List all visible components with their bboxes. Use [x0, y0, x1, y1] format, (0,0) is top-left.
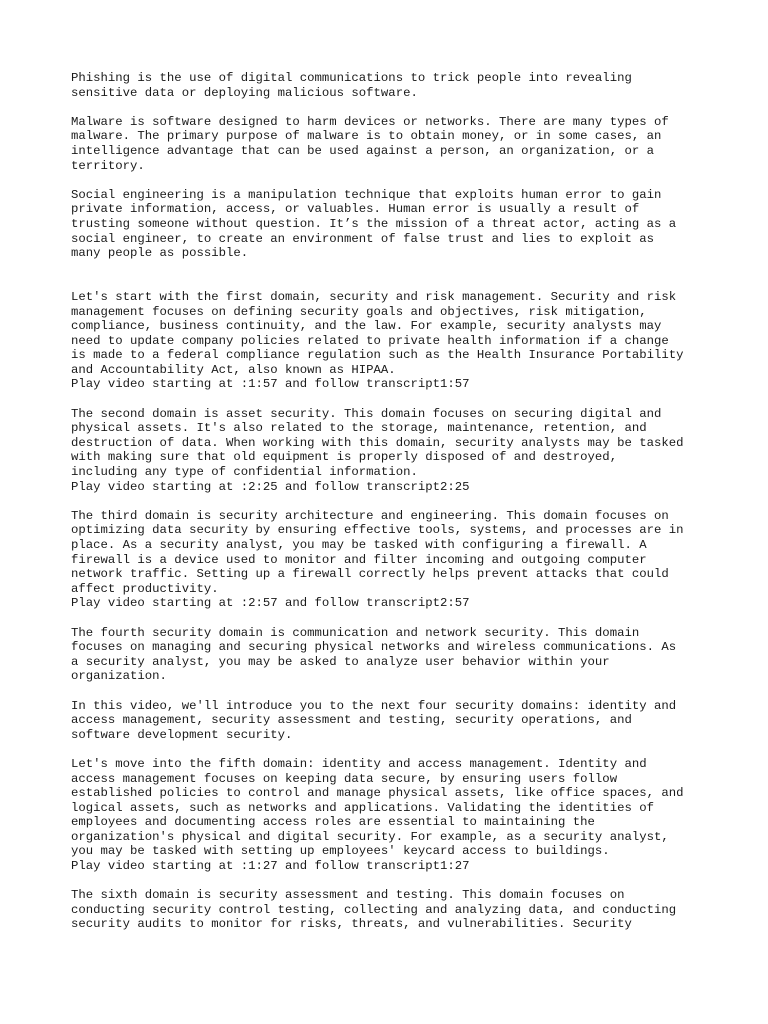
paragraph-phishing: Phishing is the use of digital communications to trick people into revealing sensitive data or deploying malicious software. [71, 71, 632, 100]
paragraph-intro-next-domains: In this video, we'll introduce you to the next four security domains: identity and access management, security assessment and testing, security operations, and software development security. [71, 698, 677, 742]
paragraph-domain-asset-security: The second domain is asset security. This domain focuses on securing digital and physical assets. It's also related to the storage, maintenance, retention, and destruction of data. When working with this domain, security analysts may be tasked with making sure that old equipment is properly disposed of and destroyed, including any type of confidential information. Play video starting at :2:25 and follow transcript2:25 [71, 406, 684, 494]
paragraph-social-engineering: Social engineering is a manipulation technique that exploits human error to gain private information, access, or valuables. Human error is usually a result of trusting someone without question. It’s the mission of a threat actor, acting as a social engineer, to create an environment of false trust and lies to exploit as many people as possible. [71, 187, 677, 261]
paragraph-malware: Malware is software designed to harm devices or networks. There are many types of malware. The primary purpose of malware is to obtain money, or in some cases, an intelligence advantage that can be used against a person, an organization, or a territory. [71, 114, 669, 173]
paragraph-domain-security-architecture: The third domain is security architecture and engineering. This domain focuses on optimizing data security by ensuring effective tools, systems, and processes are in place. As a security analyst, you may be tasked with configuring a firewall. A firewall is a device used to monitor and filter incoming and outgoing computer network traffic. Setting up a firewall correctly helps prevent attacks that could affect productivity. Play video starting at :2:57 and follow transcript2:57 [71, 508, 684, 611]
paragraph-domain-assessment-testing: The sixth domain is security assessment and testing. This domain focuses on conducting security control testing, collecting and analyzing data, and conducting security audits to monitor for risks, threats, and vulnerabilities. Security [71, 888, 677, 932]
paragraph-domain-network-security: The fourth security domain is communication and network security. This domain focuses on managing and securing physical networks and wireless communications. As a security analyst, you may be asked to analyze user behavior within your organization. [71, 625, 677, 684]
paragraph-domain-security-risk-management: Let's start with the first domain, security and risk management. Security and risk management focuses on defining security goals and objectives, risk mitigation, compliance, business continuity, and the law. For example, security analysts may need to update company policies related to private health information if a change is made to a federal compliance regulation such as the Health Insurance Portability and Accountability Act, also known as HIPAA. Play video starting at :1:57 and follow transcript1:57 [71, 289, 684, 392]
paragraph-domain-identity-access: Let's move into the fifth domain: identity and access management. Identity and access management focuses on keeping data secure, by ensuring users follow established policies to control and manage physical assets, like office spaces, and logical assets, such as networks and applications. Validating the identities of employees and documenting access roles are essential to maintaining the organization's physical and digital security. For example, as a security analyst, you may be tasked with setting up employees' keycard access to buildings. Play video starting at :1:27 and follow transcript1:27 [71, 756, 684, 874]
